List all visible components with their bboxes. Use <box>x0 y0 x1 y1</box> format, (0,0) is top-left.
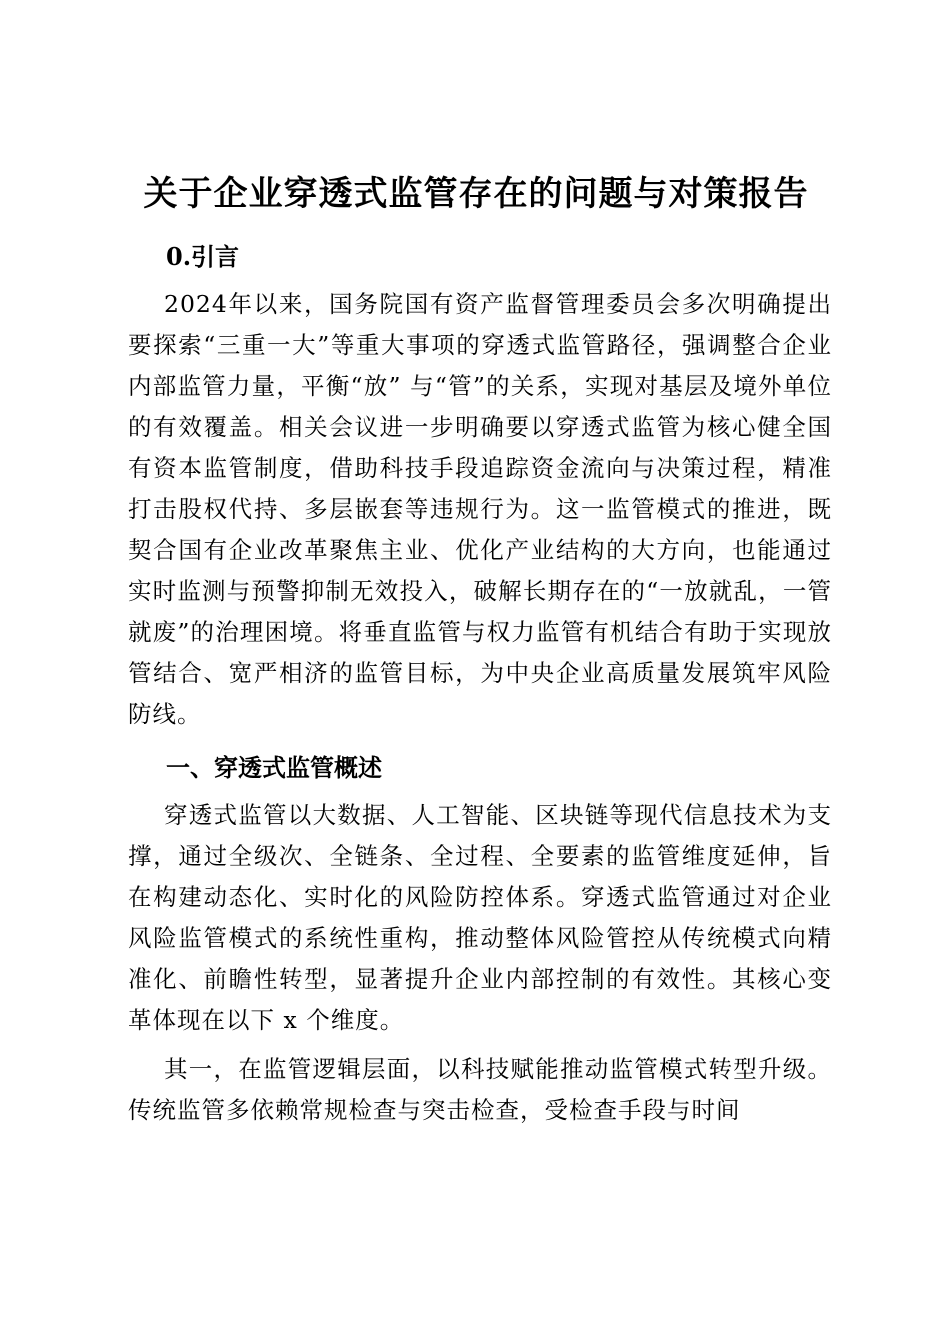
paragraph-overview: 穿透式监管以大数据、人工智能、区块链等现代信息技术为支撑，通过全级次、全链条、全过程、全要素的监管维度延伸，旨在构建动态化、实时化的风险防控体系。穿透式监管通过对企业风险监管模式的系统性重构，推动整体风险管控从传统模式向精准化、前瞻性转型，显著提升企业内部控制的有效性。其核心变革体现在以下 x 个维度。 <box>128 801 832 1034</box>
section-heading-introduction: 0.引言 <box>166 242 240 271</box>
document-page <box>128 170 832 1131</box>
section-heading-overview: 一、穿透式监管概述 <box>166 753 382 782</box>
document-title: 关于企业穿透式监管存在的问题与对策报告 <box>143 174 809 214</box>
paragraph-introduction: 2024年以来，国务院国有资产监督管理委员会多次明确提出要探索“三重一大”等重大事项的穿透式监管路径，强调整合企业内部监管力量，平衡“放” 与“管”的关系，实现对基层及境外单位的有效覆盖。相关会议进一步明确要以穿透式监管为核心健全国有资本监管制度，借助科技手段追踪资金流向与决策过程，精准打击股权代持、多层嵌套等违规行为。这一监管模式的推进，既契合国有企业改革聚焦主业、优化产业结构的大方向，也能通过实时监测与预警抑制无效投入，破解长期存在的“一放就乱，一管就废”的治理困境。将垂直监管与权力监管有机结合有助于实现放管结合、宽严相济的监管目标，为中央企业高质量发展筑牢风险防线。 <box>128 290 832 728</box>
paragraph-first-dimension: 其一，在监管逻辑层面，以科技赋能推动监管模式转型升级。传统监管多依赖常规检查与突击检查，受检查手段与时间 <box>128 1055 832 1124</box>
